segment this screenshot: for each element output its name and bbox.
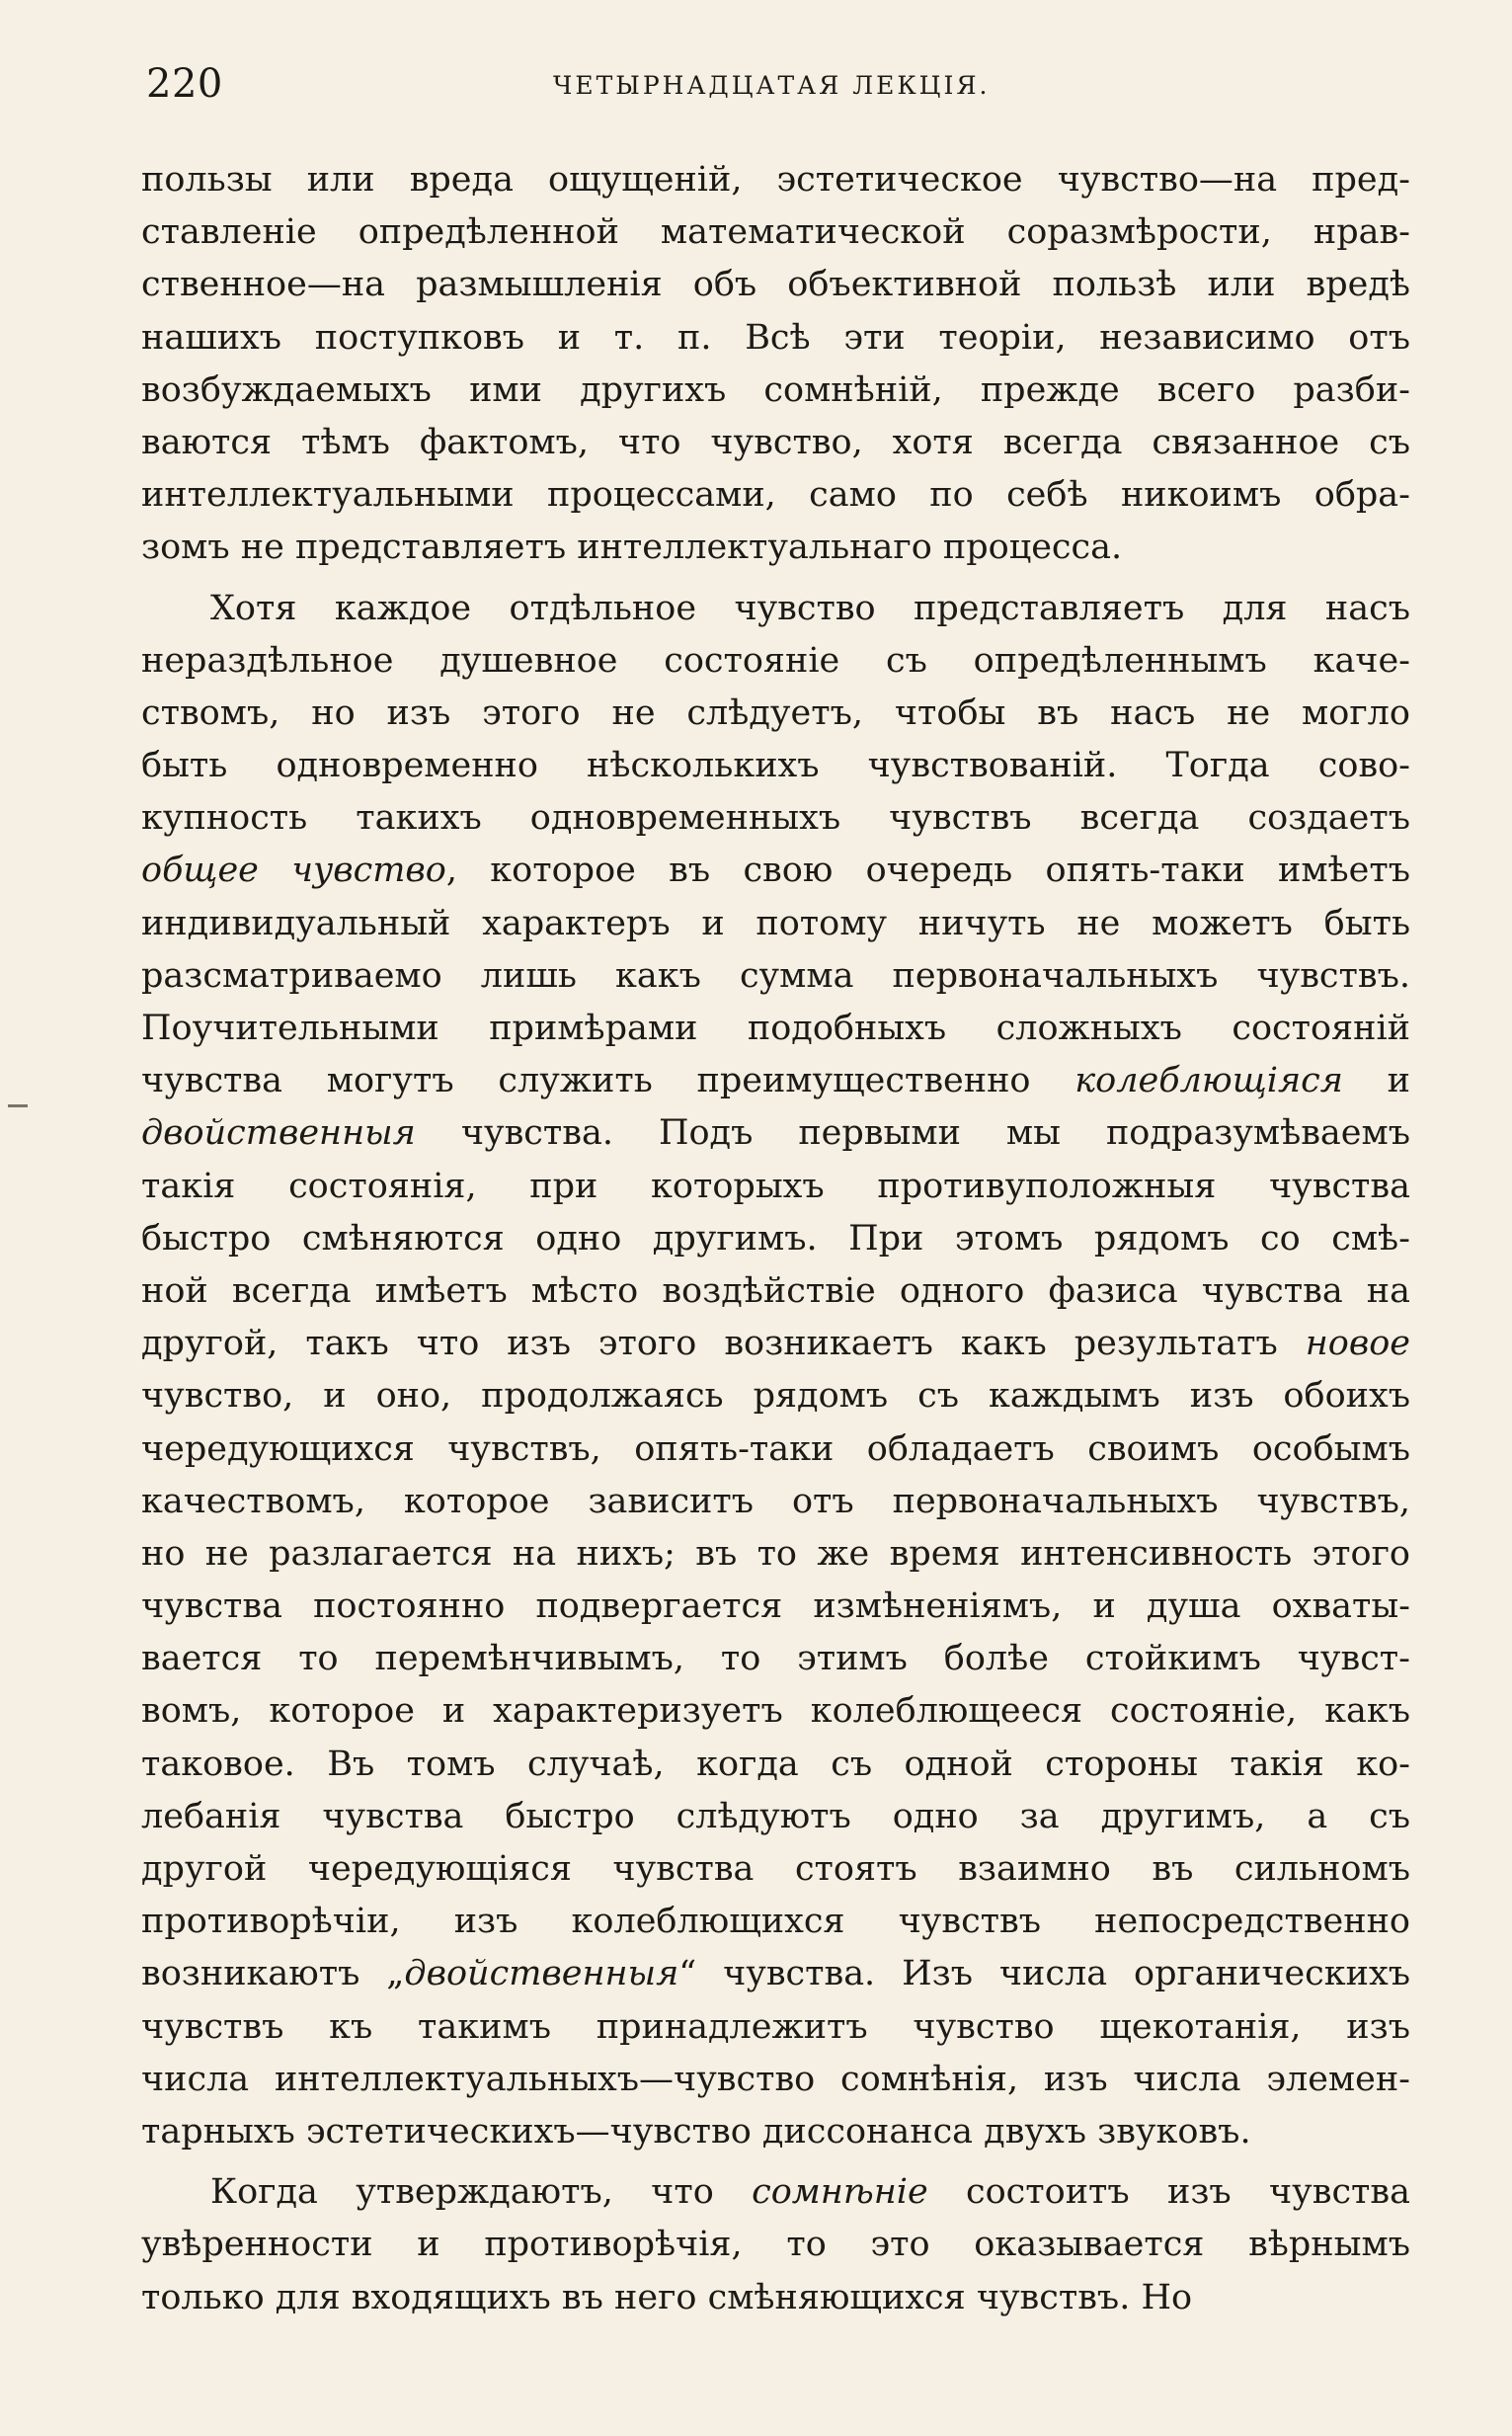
text-run: тарныхъ эстетическихъ—чувство диссонанса двухъ звуковъ. (141, 2111, 1251, 2152)
text-line (141, 688, 1410, 740)
text-run: качествомъ, которое зависитъ отъ первоначальныхъ чувствъ, (141, 1481, 1410, 1521)
text-run: интеллектуальными процессами, само по себѣ никоимъ обра- (141, 475, 1410, 516)
text-line (141, 1685, 1410, 1738)
text-line (141, 2001, 1410, 2054)
text-run: возникаютъ „ (141, 1954, 405, 1994)
text-line (141, 1948, 1410, 2000)
text-line (141, 154, 1410, 206)
italic-text: двойственныя (141, 1113, 416, 1154)
text-line (141, 522, 1410, 574)
text-line (141, 1476, 1410, 1528)
text-line (141, 1055, 1410, 1107)
text-line (141, 2054, 1410, 2106)
text-line (141, 1633, 1410, 1685)
text-line (141, 1318, 1410, 1370)
text-run: Хотя каждое отдѣльное чувство представляетъ для насъ (210, 588, 1410, 628)
text-line (141, 2106, 1410, 2158)
text-run: лебанія чувства быстро слѣдуютъ одно за другимъ, а съ (141, 1796, 1410, 1836)
text-line (141, 1213, 1410, 1265)
text-run: таковое. Въ томъ случаѣ, когда съ одной стороны такія ко- (141, 1744, 1410, 1784)
text-run: быть одновременно нѣсколькихъ чувствованій. Тогда сово- (141, 746, 1410, 786)
text-line (141, 1739, 1410, 1791)
text-run: пользы или вреда ощущеній, эстетическое чувство—на пред- (141, 160, 1410, 200)
italic-text: общее чувство (141, 851, 446, 891)
text-line (141, 1791, 1410, 1843)
text-run: купность такихъ одновременныхъ чувствъ всегда создаетъ (141, 798, 1410, 839)
margin-mark (8, 1104, 28, 1107)
text-run: “ чувства. Изъ числа органическихъ (678, 1954, 1410, 1994)
text-line (141, 740, 1410, 792)
text-run: ставленіе опредѣленной математической соразмѣрости, нрав- (141, 212, 1410, 253)
text-run: другой чередующіяся чувства стоятъ взаимно въ сильномъ (141, 1849, 1410, 1889)
text-line (141, 1528, 1410, 1581)
paragraph-gap (141, 2158, 1410, 2166)
text-line (141, 2219, 1410, 2271)
text-run: Когда утверждаютъ, что (210, 2172, 753, 2213)
text-run: но не разлагается на нихъ; въ то же время интенсивность этого (141, 1533, 1410, 1574)
text-run: разсматриваемо лишь какъ сумма первоначальныхъ чувствъ. (141, 955, 1410, 996)
text-run: вомъ, которое и характеризуетъ колеблющееся состояніе, какъ (141, 1691, 1410, 1732)
page-number: 220 (146, 61, 223, 107)
body-text (141, 154, 1410, 2324)
text-run: чувства могутъ служить преимущественно (141, 1061, 1075, 1101)
text-line (141, 1003, 1410, 1055)
text-run: вается то перемѣнчивымъ, то этимъ болѣе стойкимъ чувст- (141, 1639, 1410, 1679)
running-head: ЧЕТЫРНАДЦАТАЯ ЛЕКЦІЯ. (553, 71, 991, 100)
text-line (141, 898, 1410, 950)
text-run: , которое въ свою очередь опять-таки имѣетъ (445, 851, 1410, 891)
text-run: чередующихся чувствъ, опять-таки обладаетъ своимъ особымъ (141, 1428, 1410, 1469)
text-run: зомъ не представляетъ интеллектуальнаго процесса. (141, 528, 1123, 568)
text-run: Поучительными примѣрами подобныхъ сложныхъ состояній (141, 1009, 1410, 1048)
text-line (141, 2272, 1410, 2324)
text-run: только для входящихъ въ него смѣняющихся чувствъ. Но (141, 2277, 1193, 2317)
text-run: нашихъ поступковъ и т. п. Всѣ эти теоріи, независимо отъ (141, 317, 1410, 358)
text-line (141, 583, 1410, 635)
text-line (141, 792, 1410, 845)
text-line (141, 206, 1410, 259)
text-run: чувства. Подъ первыми мы подразумѣваемъ (415, 1113, 1410, 1154)
text-line (141, 2166, 1410, 2219)
italic-text: колеблющіяся (1074, 1061, 1343, 1101)
paragraph-gap (141, 575, 1410, 583)
text-line (141, 635, 1410, 688)
text-line (141, 1581, 1410, 1633)
text-run: ственное—на размышленія объ объективной пользѣ или вредѣ (141, 265, 1410, 305)
text-line (141, 845, 1410, 897)
italic-text: новое (1305, 1324, 1410, 1364)
text-run: чувствъ къ такимъ принадлежитъ чувство щекотанія, изъ (141, 2006, 1410, 2047)
text-line (141, 1107, 1410, 1160)
text-line (141, 1161, 1410, 1213)
text-line (141, 365, 1410, 417)
text-run: ваются тѣмъ фактомъ, что чувство, хотя всегда связанное съ (141, 422, 1410, 462)
text-run: индивидуальный характеръ и потому ничуть не можетъ быть (141, 903, 1410, 943)
text-line (141, 1896, 1410, 1948)
italic-text: двойственныя (404, 1954, 679, 1994)
text-run: такія состоянія, при которыхъ противуположныя чувства (141, 1166, 1410, 1206)
text-line (141, 1265, 1410, 1318)
text-run: другой, такъ что изъ этого возникаетъ какъ результатъ (141, 1324, 1306, 1364)
text-line (141, 950, 1410, 1003)
text-line (141, 417, 1410, 469)
text-run: быстро смѣняются одно другимъ. При этомъ рядомъ со смѣ- (141, 1218, 1410, 1259)
text-line (141, 312, 1410, 365)
text-line (141, 1370, 1410, 1422)
text-run: ной всегда имѣетъ мѣсто воздѣйствіе одного фазиса чувства на (141, 1270, 1410, 1311)
italic-text: сомнѣніе (752, 2172, 928, 2213)
text-run: числа интеллектуальныхъ—чувство сомнѣнія, изъ числа элемен- (141, 2059, 1410, 2099)
text-run: ствомъ, но изъ этого не слѣдуетъ, чтобы въ насъ не могло (141, 692, 1410, 733)
text-run: чувство, и оно, продолжаясь рядомъ съ каждымъ изъ обоихъ (141, 1376, 1410, 1417)
text-run: чувства постоянно подвергается измѣненіямъ, и душа охваты- (141, 1586, 1410, 1627)
text-line (141, 1423, 1410, 1476)
text-run: возбуждаемыхъ ими другихъ сомнѣній, прежде всего разби- (141, 369, 1410, 410)
text-run: и (1342, 1061, 1410, 1101)
text-line (141, 259, 1410, 311)
text-line (141, 469, 1410, 522)
text-line (141, 1843, 1410, 1896)
text-run: нераздѣльное душевное состояніе съ опредѣленнымъ каче- (141, 640, 1410, 681)
text-run: состоитъ изъ чувства (927, 2172, 1410, 2213)
text-run: противорѣчіи, изъ колеблющихся чувствъ непосредственно (141, 1902, 1410, 1942)
text-run: увѣренности и противорѣчія, то это оказывается вѣрнымъ (141, 2225, 1410, 2265)
